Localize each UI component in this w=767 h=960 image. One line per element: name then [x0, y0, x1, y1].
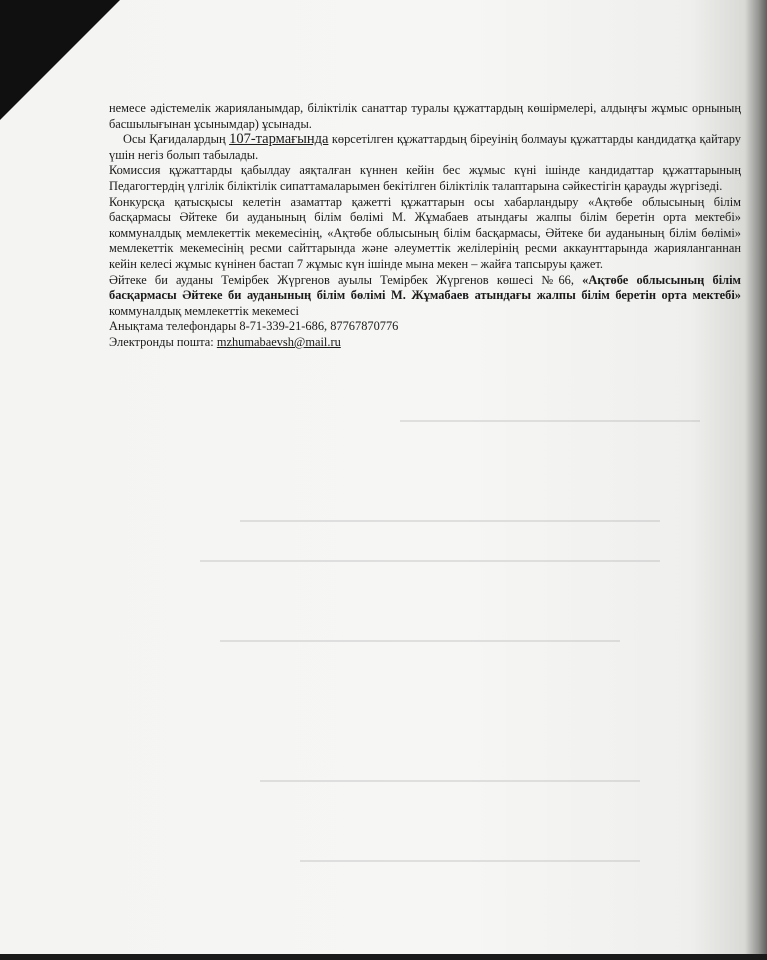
- document-body: [109, 101, 741, 351]
- paragraph-rules-reference: [109, 132, 741, 163]
- folded-corner: [0, 0, 120, 120]
- bleed-through-line: [260, 780, 640, 782]
- paragraph-text: Осы Қағидалардың: [123, 132, 230, 147]
- paragraph-commission: Комиссия құжаттарды қабылдау аяқталған күннен кейін бес жұмыс күні ішінде кандидаттар құжаттарының Педагогтердің үлгілік біліктілік сипаттамаларымен бекітілген біліктілік талаптарына сәйкестігін қарауды жүргізеді.: [109, 163, 741, 193]
- email-label: Электронды пошта:: [109, 334, 217, 349]
- bleed-through-line: [240, 520, 660, 522]
- paragraph-address: [109, 273, 741, 320]
- clause-link[interactable]: 107-тармағында: [229, 131, 329, 148]
- bleed-through-line: [220, 640, 620, 642]
- scan-border-bottom: [0, 954, 767, 960]
- paragraph-documents-list: немесе әдістемелік жарияланымдар, біліктілік санаттар туралы құжаттардың көшірмелері, алдыңғы жұмыс орнының басшылығынан ұсынымдар) ұсынады.: [109, 101, 741, 131]
- institution-name: «Ақтөбе облысының білім басқармасы Әйтеке би ауданының білім бөлімі М. Жұмабаев атындағы жалпы білім беретін орта мектебі»: [109, 272, 741, 303]
- paragraph-text: көрсетілген құжаттардың біреуінің болмауы құжаттарды кандидатқа қайтару үшін негіз болып табылады.: [109, 132, 741, 162]
- paragraph-submission: Конкурсқа қатысқысы келетін азаматтар қажетті құжаттарын осы хабарландыру «Ақтөбе облысының білім басқармасы Әйтеке би ауданының білім бөлімі М. Жұмабаев атындағы жалпы білім беретін орта мектебі» коммуналдық мемлекеттік мекемесінің, «Ақтөбе облысының білім басқармасы, Әйтеке би ауданының білім бөлімі» мемлекеттік мекемесінің ресми сайттарында және әлеуметтік желілерінің ресми аккаунттарында жарияланганнан кейін келесі жұмыс күнінен бастап 7 жұмыс күн ішінде мына мекен – жайға тапсыруы қажет.: [109, 194, 741, 271]
- bleed-through-line: [200, 560, 660, 562]
- bleed-through-line: [400, 420, 700, 422]
- page-edge-shadow: [745, 0, 767, 960]
- bleed-through-line: [300, 860, 640, 862]
- email-line: [109, 335, 741, 351]
- phone-line: Анықтама телефондары 8-71-339-21-686, 87767870776: [109, 319, 399, 334]
- email-link[interactable]: mzhumabaevsh@mail.ru: [216, 334, 341, 349]
- address-text: Әйтеке би ауданы Темірбек Жүргенов ауылы Темірбек Жүргенов көшесі №66,: [109, 272, 583, 287]
- institution-type: коммуналдық мемлекеттік мекемесі: [109, 303, 300, 318]
